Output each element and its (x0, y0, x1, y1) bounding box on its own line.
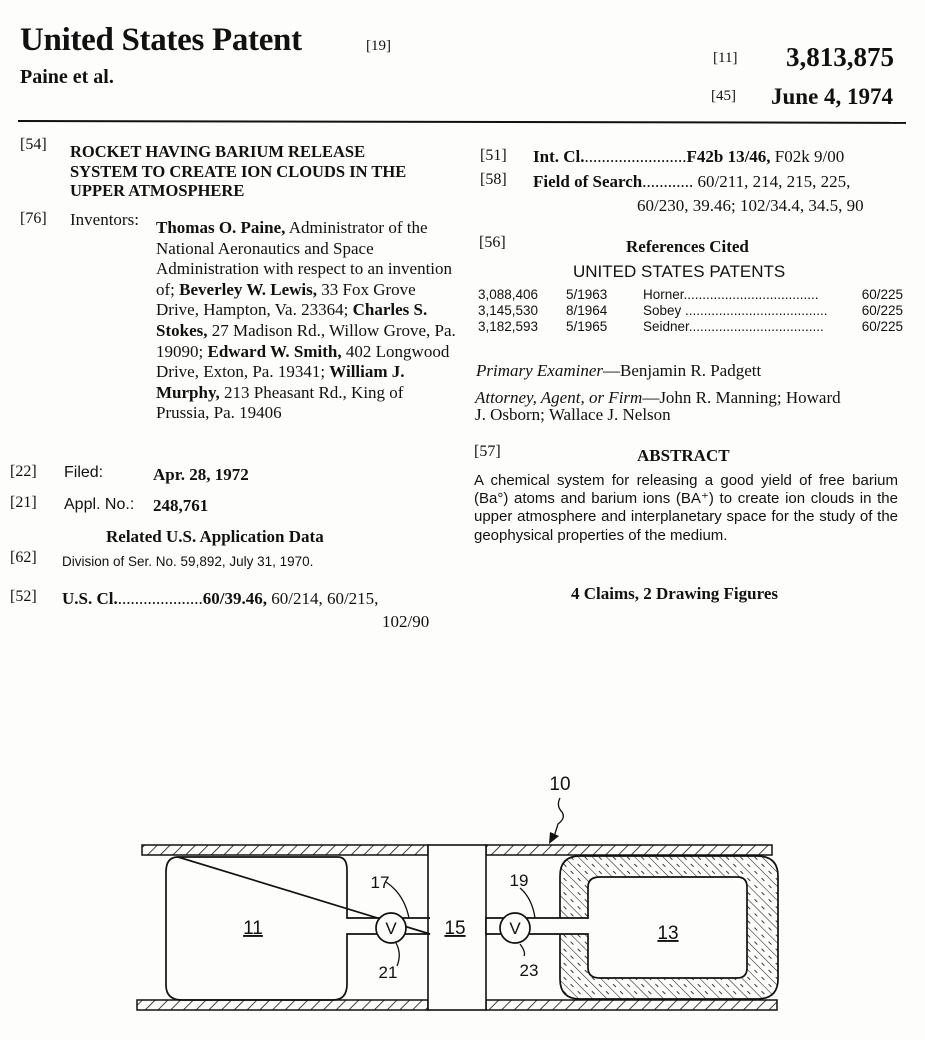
inventor-detail: Administrator of the National Aeronautics and Space Administration with respect to an invention of; (156, 218, 453, 299)
attorney-label: Attorney, Agent, or Firm (475, 388, 643, 407)
refs-subheading: UNITED STATES PATENTS (573, 262, 786, 281)
label-13: 13 (657, 923, 679, 944)
intcl-tag: [51] (480, 147, 507, 164)
uscl-main: 60/39.46, (202, 589, 267, 608)
field-tag: [58] (480, 171, 507, 188)
ref-name: Horner.................................... (643, 287, 819, 302)
valve-symbol-right: V (509, 919, 521, 938)
inventor-name: William J. Murphy, (156, 362, 405, 402)
uscl-dots: .................... (117, 589, 203, 608)
arrow-10-icon (549, 832, 559, 844)
label-23: 23 (519, 961, 539, 980)
ref-class: 60/225 (861, 319, 903, 334)
title-line: UPPER ATMOSPHERE (70, 181, 245, 200)
uscl-tag: [52] (10, 588, 37, 605)
ref-date: 5/1963 (566, 287, 608, 302)
ref-number: 3,182,593 (478, 319, 539, 334)
uscl-line (62, 589, 378, 610)
related-heading: Related U.S. Application Data (106, 527, 324, 546)
label-10: 10 (549, 774, 571, 795)
inventors-label: Inventors: (70, 210, 139, 229)
patent-number-tag: [11] (713, 50, 738, 66)
ref-number: 3,088,406 (478, 287, 539, 302)
label-11: 11 (243, 918, 263, 939)
date-tag: [45] (711, 88, 736, 104)
inventor-detail: 27 Madison Rd., Willow Grove, Pa. 19090; (156, 320, 456, 361)
label-17: 17 (370, 873, 390, 892)
patent-drawing (0, 760, 925, 1040)
abstract-tag: [57] (474, 443, 501, 460)
issue-date: June 4, 1974 (771, 84, 894, 109)
refs-tag: [56] (479, 234, 506, 251)
appl-label: Appl. No.: (64, 496, 135, 513)
attorney-line2: J. Osborn; Wallace J. Nelson (475, 405, 671, 424)
ref-class: 60/225 (861, 303, 903, 318)
reference-row (478, 319, 903, 335)
title-line: SYSTEM TO CREATE ION CLOUDS IN THE (70, 161, 407, 181)
attorney-names: —John R. Manning; Howard (642, 388, 841, 407)
title-field-tag: [54] (20, 136, 47, 153)
document-title: United States Patent (20, 22, 302, 58)
abstract-heading: ABSTRACT (637, 446, 730, 465)
intcl-rest: F02k 9/00 (770, 147, 845, 166)
appl-number: 248,761 (153, 496, 209, 515)
inventors-tag: [76] (20, 210, 47, 227)
patent-number: 3,813,875 (786, 42, 894, 72)
uscl-label: U.S. Cl. (62, 589, 118, 608)
division-tag: [62] (10, 549, 37, 566)
references-table (478, 287, 903, 335)
inventor-short: Paine et al. (20, 66, 114, 88)
title-line: ROCKET HAVING BARIUM RELEASE (70, 142, 366, 161)
filed-tag: [22] (10, 463, 37, 480)
ref-number: 3,145,530 (478, 303, 539, 318)
ref-name: Sobey ...................................... (643, 303, 828, 318)
invention-title (70, 142, 460, 201)
title-tag: [19] (366, 38, 391, 54)
inventors-list (156, 218, 456, 424)
examiner-line (476, 361, 761, 382)
uscl-line2: 102/90 (382, 612, 430, 631)
label-19: 19 (509, 871, 529, 890)
header-rule (18, 120, 906, 124)
field-line1 (533, 172, 850, 193)
label-15: 15 (444, 918, 466, 939)
intcl-line (533, 147, 844, 168)
valve-symbol-left: V (385, 919, 397, 938)
inventor-name: Charles S. Stokes, (156, 300, 428, 340)
inventor-detail: 213 Pheasant Rd., King of Prussia, Pa. 19406 (156, 382, 404, 423)
claims-summary: 4 Claims, 2 Drawing Figures (571, 584, 778, 603)
inventor-name: Edward W. Smith, (207, 341, 342, 361)
filed-date: Apr. 28, 1972 (153, 465, 249, 484)
inventor-detail: 402 Longwood Drive, Exton, Pa. 19341; (156, 341, 450, 382)
ref-date: 5/1965 (566, 319, 608, 334)
appl-tag: [21] (10, 494, 37, 511)
uscl-rest: 60/214, 60/215, (266, 589, 379, 608)
inventor-name: Beverley W. Lewis, (179, 279, 318, 299)
ref-name: Seidner.................................... (643, 319, 824, 334)
leader-10 (553, 798, 563, 840)
intcl-dots: ........................ (584, 147, 687, 166)
abstract-text: A chemical system for releasing a good yield of free barium (Ba°) atoms and barium ions (BA⁺) to create ion clouds in the upper atmosphere and interplanetary space for the study of the geophysical properties of the medium. (474, 472, 898, 544)
division-text: Division of Ser. No. 59,892, July 31, 1970. (62, 554, 314, 569)
examiner-label: Primary Examiner (476, 361, 604, 380)
refs-heading: References Cited (626, 237, 749, 256)
leader-23 (520, 944, 525, 956)
field-line2: 60/230, 39.46; 102/34.4, 34.5, 90 (637, 196, 864, 215)
intcl-label: Int. Cl. (533, 147, 585, 166)
intcl-main: F42b 13/46, (686, 147, 771, 166)
examiner-name: —Benjamin R. Padgett (603, 361, 762, 380)
ref-class: 60/225 (861, 287, 903, 302)
reference-row (478, 303, 903, 319)
ref-date: 8/1964 (566, 303, 608, 318)
inventor-name: Thomas O. Paine, (156, 218, 286, 237)
filed-label: Filed: (64, 464, 104, 481)
inventor-detail: 33 Fox Grove Drive, Hampton, Va. 23364; (156, 279, 416, 320)
reference-row (478, 287, 903, 303)
label-21: 21 (378, 963, 398, 982)
leader-19 (520, 888, 535, 918)
field-dots: ............ (642, 172, 694, 191)
field-label: Field of Search (533, 172, 643, 191)
field-values: 60/211, 214, 215, 225, (693, 172, 851, 191)
